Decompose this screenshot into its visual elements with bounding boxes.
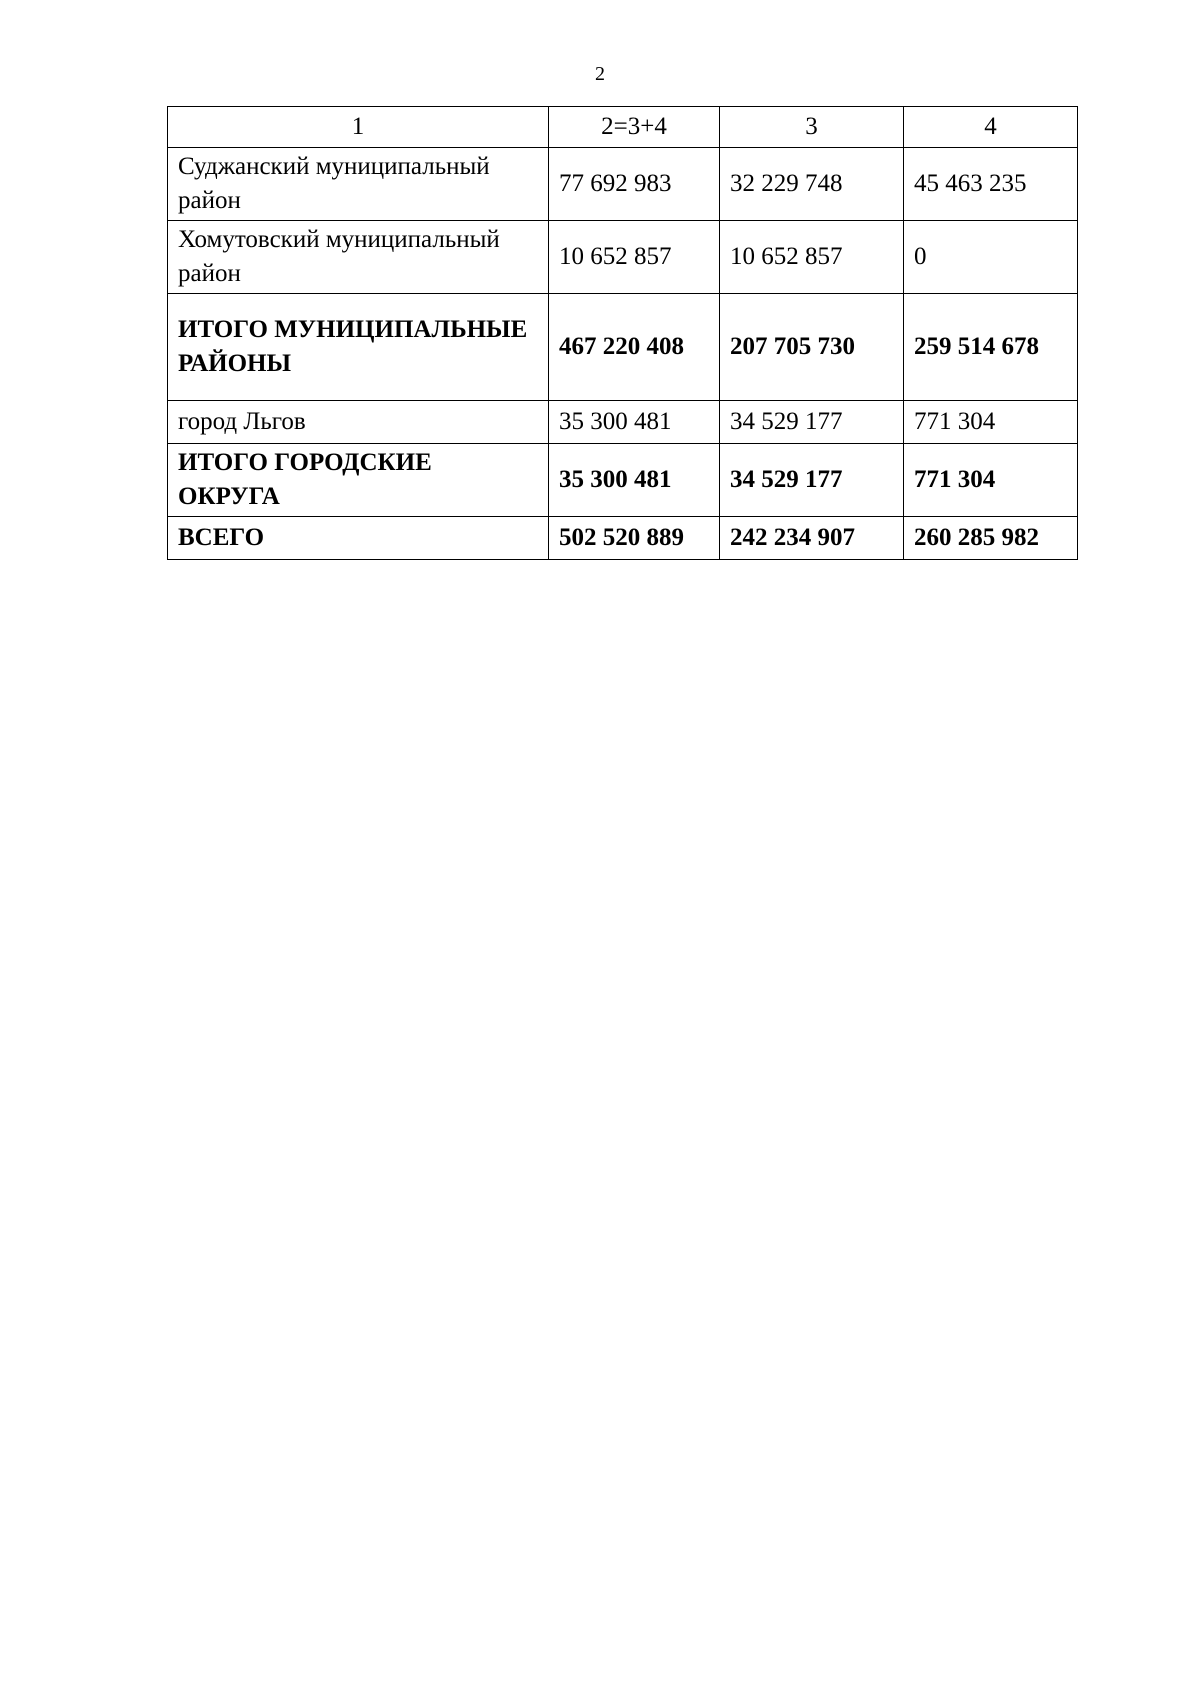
col3-cell: 34 529 177: [720, 444, 904, 517]
table-row: [168, 401, 1078, 444]
col3-cell: 32 229 748: [720, 148, 904, 221]
grand-total-row: [168, 517, 1078, 560]
header-cell: 2=3+4: [549, 107, 720, 148]
total-cell: 77 692 983: [549, 148, 720, 221]
row-name-cell: ИТОГО МУНИЦИПАЛЬНЫЕ РАЙОНЫ: [168, 294, 549, 401]
col3-cell: 10 652 857: [720, 221, 904, 294]
col4-cell: 259 514 678: [904, 294, 1078, 401]
row-name-cell: Суджанский муниципальный район: [168, 148, 549, 221]
row-name-cell: Хомутовский муниципальный район: [168, 221, 549, 294]
col4-cell: 260 285 982: [904, 517, 1078, 560]
budget-table: [167, 106, 1078, 560]
row-name-cell: ВСЕГО: [168, 517, 549, 560]
header-cell: 1: [168, 107, 549, 148]
subtotal-row: [168, 294, 1078, 401]
total-cell: 10 652 857: [549, 221, 720, 294]
page-number: 2: [595, 63, 605, 85]
total-cell: 35 300 481: [549, 401, 720, 444]
subtotal-row: [168, 444, 1078, 517]
total-cell: 467 220 408: [549, 294, 720, 401]
total-cell: 502 520 889: [549, 517, 720, 560]
col4-cell: 771 304: [904, 401, 1078, 444]
header-cell: 3: [720, 107, 904, 148]
table-row: [168, 221, 1078, 294]
col4-cell: 45 463 235: [904, 148, 1078, 221]
col3-cell: 242 234 907: [720, 517, 904, 560]
total-cell: 35 300 481: [549, 444, 720, 517]
table-header-row: [168, 107, 1078, 148]
header-cell: 4: [904, 107, 1078, 148]
row-name-cell: ИТОГО ГОРОДСКИЕ ОКРУГА: [168, 444, 549, 517]
col4-cell: 0: [904, 221, 1078, 294]
col3-cell: 34 529 177: [720, 401, 904, 444]
col4-cell: 771 304: [904, 444, 1078, 517]
col3-cell: 207 705 730: [720, 294, 904, 401]
table-row: [168, 148, 1078, 221]
row-name-cell: город Льгов: [168, 401, 549, 444]
